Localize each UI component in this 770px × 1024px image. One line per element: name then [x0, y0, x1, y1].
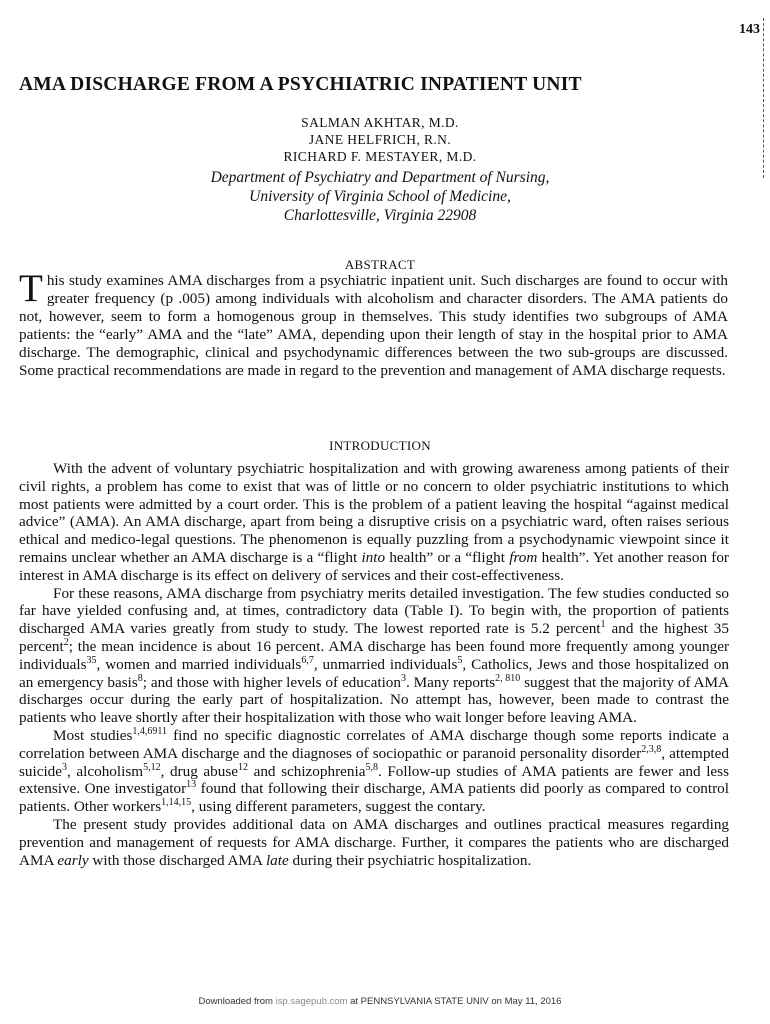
body-paragraph: [19, 585, 729, 727]
text-run: suggest that the majority of AMA discharges occur during the early part of hospitalization. No attempt has, however, been made to contrast the patients who leave shortly after their hospitalization with those who wait longer before leaving AMA.: [19, 673, 730, 727]
text-run: With the advent of voluntary psychiatric hospitalization and with growing awareness among patients of their civil rights, a problem has come to exist that was of little or no concern to older psychiatric institutions to which most patients were admitted by a court order. This is the problem of a patient leaving the hospital “against medical advice” (AMA). An AMA discharge, apart from being a disruptive crisis on a psychiatric ward, often raises serious ethical and medico-legal questions. The phenomenon is equally puzzling from a psychodynamic viewpoint since it remains unclear whether an AMA discharge is a “flight: [19, 460, 729, 566]
text-run: , using different parameters, suggest the contary.: [191, 798, 486, 816]
text-run: The present study provides additional data on AMA discharges and outlines practical measures regarding prevention and management of requests for AMA discharge. Further, it compares the patients who are discharged AMA: [19, 815, 729, 869]
author-name: RICHARD F. MESTAYER, M.D.: [283, 149, 477, 164]
introduction-heading: INTRODUCTION: [329, 438, 431, 453]
text-run: health”. Yet another reason for interest in AMA discharge is its effect on delivery of services and their cost-effectiveness.: [19, 548, 729, 584]
citation-superscript: 13: [186, 779, 197, 791]
text-run: find no specific diagnostic correlates of AMA discharge though some reports indicate a correlation between AMA discharge and the diagnoses of sociopathic or paranoid personality disorder: [19, 726, 729, 762]
italic-run: from: [509, 548, 538, 566]
footer-prefix: Downloaded from: [198, 996, 276, 1007]
text-run: with those discharged AMA: [88, 851, 266, 869]
text-run: , drug abuse: [160, 762, 238, 780]
author-name: SALMAN AKHTAR, M.D.: [301, 115, 459, 130]
text-run: ; the mean incidence is about 16 percent. AMA discharge has been found more frequently among younger individuals: [19, 637, 729, 673]
abstract-body: his study examines AMA discharges from a psychiatric inpatient unit. Such discharges are found to occur with greater frequency (p .005) among individuals with alcoholism and character disorders. The AMA patients do not, however, seem to form a homogenous group in themselves. This study identifies two subgroups of AMA patients: the “early” AMA and the “late” AMA, depending upon their length of stay in the hospital prior to AMA discharge. The demographic, clinical and psychodynamic differences between the two sub-groups are discussed. Some practical recommendations are made in regard to the prevention and management of AMA discharge requests.: [19, 272, 728, 379]
affiliation-line: Charlottesville, Virginia 22908: [283, 207, 477, 224]
italic-run: late: [265, 851, 289, 869]
citation-superscript: 2: [63, 636, 69, 648]
abstract-heading: ABSTRACT: [344, 257, 416, 272]
text-run: and schizophrenia: [247, 762, 366, 780]
author-list: [0, 114, 760, 165]
text-run: found that following their discharge, AMA patients did poorly as compared to control patients. Other workers: [19, 780, 729, 816]
footer-site-link[interactable]: isp.sagepub.com: [275, 996, 348, 1007]
citation-superscript: 3: [400, 672, 406, 684]
citation-superscript: 5: [457, 654, 463, 666]
citation-superscript: 2,3,8: [641, 743, 662, 755]
paper-title: AMA DISCHARGE FROM A PSYCHIATRIC INPATIENT UNIT: [19, 74, 582, 95]
affiliation: [0, 168, 760, 225]
citation-superscript: 5,12: [143, 761, 161, 773]
text-run: health” or a “flight: [385, 548, 510, 566]
author-name: JANE HELFRICH, R.N.: [308, 132, 452, 147]
text-run: ; and those with higher levels of education: [142, 673, 401, 691]
text-run: , Catholics, Jews and those hospitalized on an emergency basis: [19, 655, 729, 691]
page-edge-mark: [763, 18, 766, 178]
affiliation-line: University of Virginia School of Medicine,: [249, 188, 511, 205]
citation-superscript: 3: [62, 761, 68, 773]
text-run: . Many reports: [405, 673, 496, 691]
text-run: , unmarried individuals: [313, 655, 458, 673]
text-run: during their psychiatric hospitalization.: [288, 851, 532, 869]
download-footer: [0, 996, 760, 1007]
body-paragraph: [19, 727, 729, 816]
footer-suffix: at PENNSYLVANIA STATE UNIV on May 11, 2016: [347, 996, 562, 1007]
text-run: For these reasons, AMA discharge from psychiatry merits detailed investigation. The few studies conducted so far have yielded confusing and, at times, contradictory data (Table I). To begin with, the proportion of patients discharged AMA varies greatly from study to study. The lowest reported rate is 5.2 percent: [19, 584, 729, 638]
drop-cap: T: [19, 267, 43, 310]
citation-superscript: 1,14,15: [161, 797, 192, 809]
italic-run: early: [57, 851, 89, 869]
page-number: 143: [739, 22, 760, 37]
text-run: . Follow-up studies of AMA patients are fewer and less extensive. One investigator: [19, 762, 729, 798]
italic-run: into: [361, 548, 386, 566]
abstract-text: [19, 267, 728, 379]
body-paragraph: [19, 816, 729, 869]
citation-superscript: 2, 810: [495, 672, 521, 684]
citation-superscript: 6,7: [301, 654, 314, 666]
text-run: , attempted suicide: [19, 744, 729, 780]
citation-superscript: 8: [137, 672, 143, 684]
text-run: , women and married individuals: [96, 655, 302, 673]
citation-superscript: 5,8: [365, 761, 378, 773]
citation-superscript: 1: [600, 619, 606, 631]
citation-superscript: 1,4,6911: [132, 725, 168, 737]
body-paragraph: [19, 460, 729, 585]
citation-superscript: 12: [237, 761, 248, 773]
citation-superscript: 35: [86, 654, 97, 666]
introduction-body: [19, 460, 729, 869]
text-run: , alcoholism: [67, 762, 144, 780]
affiliation-line: Department of Psychiatry and Department of Nursing,: [210, 169, 550, 186]
text-run: and the highest 35 percent: [19, 620, 729, 655]
text-run: Most studies: [53, 726, 133, 744]
